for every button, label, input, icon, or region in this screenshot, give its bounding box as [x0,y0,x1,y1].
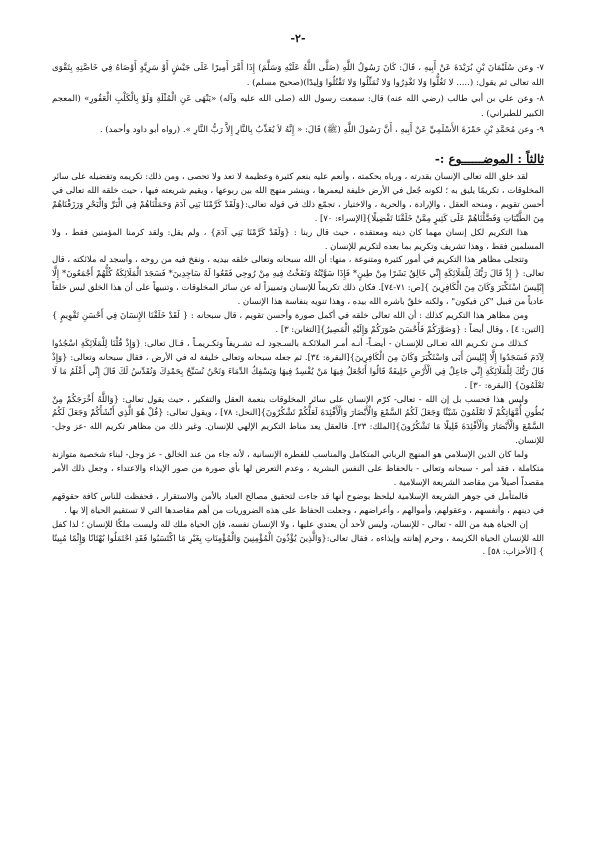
paragraph: وليس هذا فحسب بل إن الله - تعالى- كرّم الإنسان على سائر المخلوقات بنعمة العقل والتفكير ، حيث يقول تعالى: {وَاللَّهُ أَخْرَجَكُمْ مِنْ بُطُونِ أُمَّهَاتِكُمْ لَا تَعْلَمُونَ شَيْئًا وَجَعَلَ لَكُمُ السَّمْعَ وَالْأَبْصَارَ وَالْأَفْئِدَةَ لَعَلَّكُمْ تَشْكُرُونَ}[النحل: ٧٨] ، ويقول تعالى: {قُلْ هُوَ الَّذِي أَنْشَأَكُمْ وَجَعَلَ لَكُمُ السَّمْعَ وَالْأَبْصَارَ وَالْأَفْئِدَةَ قَلِيلًا مَا تَشْكُرُونَ}[الملك: ٢٣]. فالعقل يعد مناط التكريم الإلهي للإنسان. وغير ذلك من مظاهر تكريم الله -عز وجل- للإنسان. [52,393,544,446]
document-page [52,32,544,832]
hadith-list [52,61,544,138]
paragraph: وتتجلى مظاهر هذا التكريم في أمور كثيرة ومتنوعة ، منها: أن الله سبحانه وتعالى خلقه بيديه ، ونفخ فيه من روحه ، وأسجد له ملائكته ، قال تعالى: { إِذْ قَالَ رَبُّكَ لِلْمَلَائِكَةِ إِنِّي خَالِقٌ بَشَرًا مِنْ طِينٍ* فَإِذَا سَوَّيْتُهُ وَنَفَخْتُ فِيهِ مِنْ رُوحِي فَقَعُوا لَهُ سَاجِدِينَ* فَسَجَدَ الْمَلَائِكَةُ كُلُّهُمْ أَجْمَعُونَ* إِلَّا إِبْلِيسَ اسْتَكْبَرَ وَكَانَ مِنَ الْكَافِرِينَ }[ص: ٧١-٧٤]. فكان ذلك تكريماً للإنسان وتمييزاً له عن سائر المخلوقات ، وتنبيهاً على أن هذا الخلق ليس خلقاً عادياً من قبيل "كن فيكون" ، ولكنه خلقٌ باشره الله بيده ، وهذا تنويه بنفاسة هذا الإنسان . [52,254,544,307]
paragraph: ولما كان الدين الإسلامي هو المنهج الرباني المتكامل والمناسب للفطرة الإنسانية ، لأنه جاء من عند الخالق - عز وجل- لبناء شخصية متوازنة متكاملة ، فقد أمر - سبحانه وتعالى - بالحفاظ على النفس البشرية ، وعدم التعرض لها بأي صورة من صور الإيذاء والاعتداء ، وجعل ذلك الأمر مقصداً أصيلاً من مقاصد الشريعة الإسلامية . [52,449,544,487]
paragraph: كـذلك مـن تكـريم الله تعـالى للإنسـان - أيضـاً- أنـه أمـر الملائكـة بالسـجود لـه تشـريفاً وتكـريمـاً ، قـال تعالى: {وَإِذْ قُلْنَا لِلْمَلَائِكَةِ اسْجُدُوا لِآدَمَ فَسَجَدُوا إِلَّا إِبْلِيسَ أَبَى وَاسْتَكْبَرَ وَكَانَ مِنَ الْكَافِرِينَ}[البقرة: ٣٤]. ثم جعله سبحانه وتعالى خليفة له في الأرض ، فقال سبحانه وتعالى: {وَإِذْ قَالَ رَبُّكَ لِلْمَلَائِكَةِ إِنِّي جَاعِلٌ فِي الْأَرْضِ خَلِيفَةً قَالُوا أَتَجْعَلُ فِيهَا مَنْ يُفْسِدُ فِيهَا وَيَسْفِكُ الدِّمَاءَ وَنَحْنُ نُسَبِّحُ بِحَمْدِكَ وَنُقَدِّسُ لَكَ قَالَ إِنِّي أَعْلَمُ مَا لَا تَعْلَمُونَ} [البقرة: ٣٠] . [52,337,544,390]
paragraph: هذا التكريم لكل إنسان مهما كان دينه ومعتقده ، حيث قال ربنا : {وَلَقَدْ كَرَّمْنَا بَنِي آدَمَ} ، ولم يقل: ولقد كرمنا المؤمنين فقط ، ولا المسلمين فقط ، وهذا تشريف وتكريم بما بعده لتكريم للإنسان . [52,226,544,251]
paragraph: إن الحياة هبة من الله - تعالى - للإنسان، وليس لأحد أن يعتدي عليها ، ولا الإنسان نفسه، فإن الحياة ملك لله وليست ملكًا للإنسان ؛ لذا كفل الله للإنسان الحياة الكريمة ، وحرم إهانته وإيذاءه ، فقال تعالى:{وَالَّذِينَ يُؤْذُونَ الْمُؤْمِنِينَ وَالْمُؤْمِنَاتِ بِغَيْرِ مَا اكْتَسَبُوا فَقَدِ احْتَمَلُوا بُهْتَانًا وَإِثْمًا مُبِينًا } [الأحزاب: ٥٨] . [52,518,544,557]
hadith-item-7: ٧- وعن سُلَيْمَانَ بْنِ بُرَيْدَةَ عَنْ أَبِيهِ ، قَالَ: كَانَ رَسُولُ اللَّهِ (صَلَّى اللَّهُ عَلَيْهِ وَسَلَّمَ) إِذَا أَمَّرَ أَمِيرًا عَلَى جَيْشٍ أَوْ سَرِيَّةٍ أَوْصَاهُ فِي خَاصَّتِهِ بِتَقْوَى الله تعالى ثم يقول: (..... لا تَغُلُّوا وَلا تَغْدِرُوا وَلا تُمَثِّلُوا وَلا تَقْتُلُوا وَلِيدًا)(صحيح مسلم) . [52,63,544,88]
paragraph: فالمتأمل في جوهر الشريعة الإسلامية ليلحظ بوضوح أنها قد جاءت لتحقيق مصالح العباد بالأمن والاستقرار ، فحفظت للناس كافة حقوقهم في دينهم ، وأنفسهم ، وعقولهم، وأموالهم ، وأعراضهم ، وجعلت الحفاظ على هذه الضروريات من أهم مقاصدها التي لا تستقيم الحياة إلا بها . [52,490,544,515]
paragraph: لقد خلق الله تعالى الإنسان بقدرته ، ورباه بحكمته ، وأنعم عليه بنعم كثيرة وعظيمة لا تعد ولا تحصى ، ومن ذلك: تكريمه وتفضيله على سائر المخلوقات ، تكريمًا يليق به ؛ لكونه جُعل في الأرض خليفة ليعمرها ، وينشر منهج الله بين ربوعها ، ويقيم شريعته فيها ، حيث خلقه الله تعالى في أحسن تقويم ، ومنحه العقل ، والإرادة ، والحرية ، والاختيار ، تجمّع ذلك في قوله تعالى:{وَلَقَدْ كَرَّمْنَا بَنِي آدَمَ وَحَمَلْنَاهُمْ فِي الْبَرِّ وَالْبَحْرِ وَرَزَقْنَاهُمْ مِنَ الطَّيِّبَاتِ وَفَضَّلْنَاهُمْ عَلَى كَثِيرٍ مِمَّنْ خَلَقْنَا تَفْضِيلًا}[الإسراء: ٧٠] . [52,171,544,223]
body-text [52,170,544,559]
hadith-item-8: ٨- وعن علي بن أبي طالب (رضي الله عنه) قال: سمعت رسول الله (صلى الله عليه وآله) «يَنْهَى عَنِ الْمُثْلَةِ وَلَوْ بِالْكَلْبِ الْعَقُورِ» (المعجم الكبير للطبراني) . [52,94,544,119]
section-heading-suffix: :- [434,152,449,166]
hadith-item-9: ٩- وعن مُحَمَّدِ بْنِ حَمْزَةَ الأَسْلَمِيِّ عَنْ أَبِيهِ ، أَنَّ رَسُولَ اللَّهِ (ﷺ) قَالَ: « إِنَّهُ لاَ يُعَذِّبُ بِالنَّارِ إِلاَّ رَبُّ النَّارِ ». (رواه أبو داود وأحمد) . [99,125,544,135]
section-heading [52,152,544,166]
paragraph: ومن مظاهر هذا التكريم كذلك : أن الله تعالى خلقه في أكمل صورة وأحسن تقويم ، قال سبحانه : { لَقَدْ خَلَقْنَا الإِنسَانَ فِي أَحْسَنِ تَقْوِيمٍ }[التين: ٤] ، وقال أيضاً : {وَصَوَّرَكُمْ فَأَحْسَنَ صُوَرَكُمْ وَإِلَيْهِ الْمَصِيرُ}[التغابن: ٣] . [52,310,544,334]
page-number: -٢- [290,32,306,45]
section-heading-title: ثالثاً : الموضــــــوع [448,152,544,166]
